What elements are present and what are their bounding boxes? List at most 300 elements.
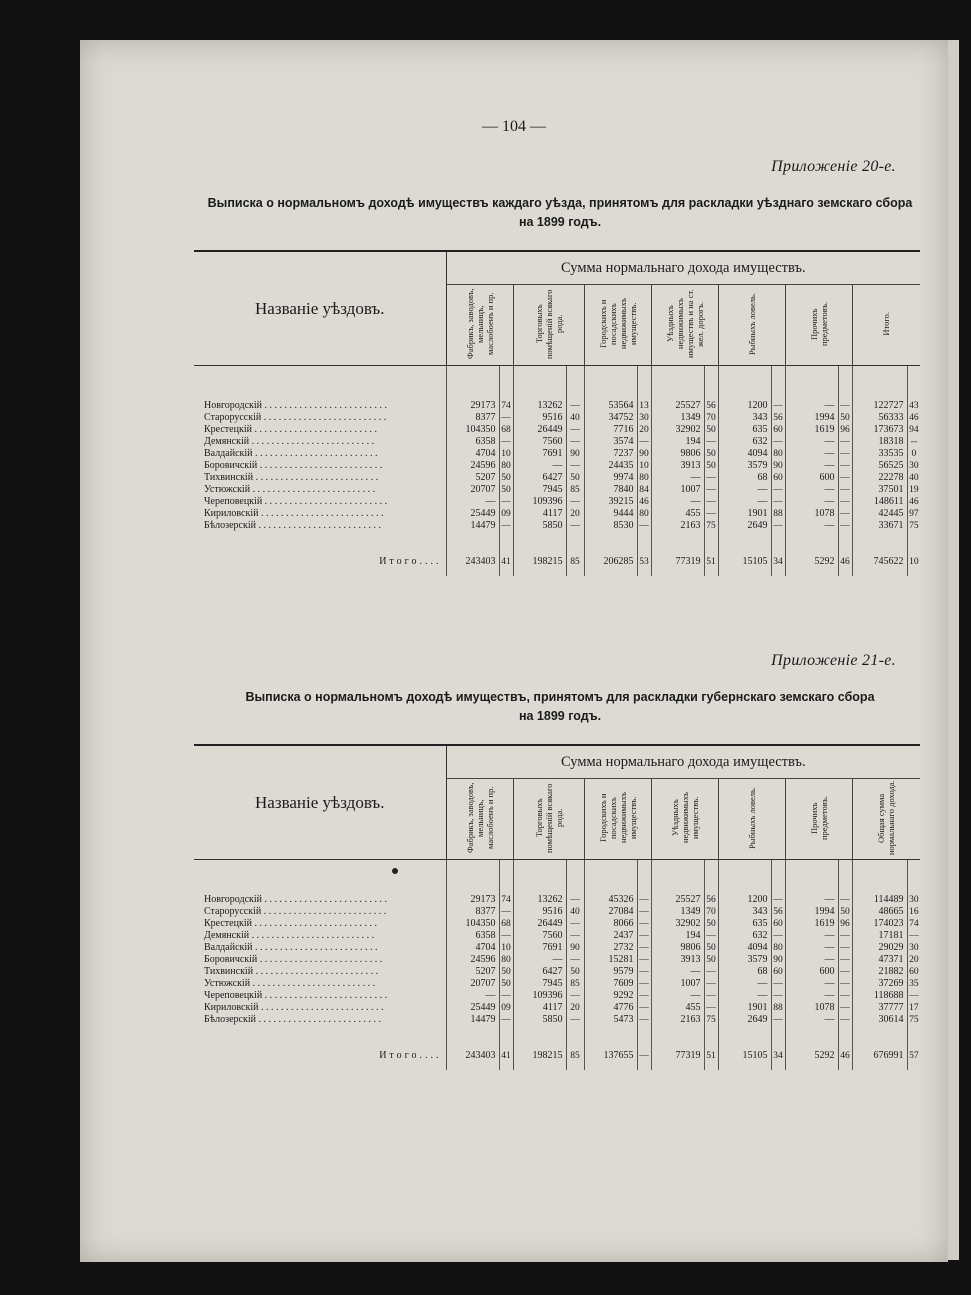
value-rubles: 7945 [542, 978, 563, 989]
value-rubles: 2163 [680, 520, 701, 531]
table-row [194, 978, 920, 990]
value-kopecks: 97 [907, 508, 920, 520]
value-rubles: — [824, 978, 835, 989]
value-rubles: 4117 [542, 508, 563, 519]
value-rubles: 47371 [878, 954, 904, 965]
value-kopecks: 50 [704, 942, 718, 954]
value-kopecks: — [637, 860, 651, 907]
total-kopecks: 34 [771, 1048, 785, 1070]
district-name: Старорусскій . . . [194, 412, 446, 424]
spacer-cell [785, 532, 838, 554]
value-kopecks: 70 [704, 906, 718, 918]
table-row [194, 484, 920, 496]
spacer-cell [446, 1026, 499, 1048]
value-rubles: 343 [752, 906, 768, 917]
value-rubles: 343 [752, 412, 768, 423]
total-kopecks: 10 [907, 554, 920, 576]
value-kopecks: — [838, 508, 852, 520]
table-row [194, 1002, 920, 1014]
table-row [194, 424, 920, 436]
value-kopecks: — [838, 448, 852, 460]
value-rubles: — [690, 990, 701, 1001]
table-row [194, 918, 920, 930]
value-kopecks: — [838, 954, 852, 966]
total-rubles: 137655 [603, 1050, 634, 1061]
total-label: Итого.... [194, 1048, 446, 1070]
value-kopecks: — [771, 990, 785, 1002]
value-rubles: 1007 [680, 484, 701, 495]
value-rubles: 7691 [542, 942, 563, 953]
value-rubles: 194 [685, 930, 701, 941]
value-kopecks: 17 [907, 1002, 920, 1014]
value-rubles: 17181 [878, 930, 904, 941]
value-rubles: 9516 [542, 412, 563, 423]
value-kopecks: 09 [499, 1002, 513, 1014]
value-kopecks: 20 [566, 1002, 584, 1014]
value-rubles: 29173 [470, 894, 496, 905]
value-rubles: 13262 [537, 894, 563, 905]
column-header-label: Общая сумма нормальнаго дохода. [876, 780, 897, 855]
value-rubles: 53564 [608, 400, 634, 411]
value-kopecks: — [771, 366, 785, 413]
value-kopecks: 16 [907, 906, 920, 918]
value-kopecks: — [499, 496, 513, 508]
value-rubles: — [824, 894, 835, 905]
district-name: Валдайскій . . . [194, 448, 446, 460]
value-rubles: 2732 [613, 942, 634, 953]
value-kopecks: 80 [499, 954, 513, 966]
district-name: Череповецкій . . . [194, 496, 446, 508]
value-kopecks: 30 [907, 860, 920, 907]
value-kopecks: 75 [907, 520, 920, 532]
value-kopecks: — [637, 942, 651, 954]
value-rubles: 21882 [878, 966, 904, 977]
value-rubles: 635 [752, 424, 768, 435]
spacer-cell [785, 1026, 838, 1048]
value-kopecks: — [838, 520, 852, 532]
value-rubles: — [824, 400, 835, 411]
value-rubles: 148611 [873, 496, 904, 507]
value-kopecks: — [704, 436, 718, 448]
value-rubles: 9806 [680, 942, 701, 953]
value-rubles: — [824, 436, 835, 447]
value-rubles: — [552, 954, 563, 965]
value-kopecks: — [566, 436, 584, 448]
column-header [785, 285, 852, 366]
value-kopecks: 50 [838, 906, 852, 918]
appendix-21-title-line2: на 1899 годъ. [518, 709, 602, 723]
spacer-cell [704, 1026, 718, 1048]
appendix-20-table [194, 250, 920, 576]
district-name: Бѣлозерскій . . . [194, 1014, 446, 1026]
column-header [513, 285, 584, 366]
value-kopecks: 90 [771, 954, 785, 966]
value-kopecks: 50 [499, 472, 513, 484]
value-kopecks: 30 [637, 412, 651, 424]
value-rubles: — [690, 496, 701, 507]
value-kopecks: — [566, 918, 584, 930]
value-kopecks: — [499, 1014, 513, 1026]
column-header-label: Прочихъ предметовъ. [808, 301, 829, 346]
value-rubles: 7609 [613, 978, 634, 989]
value-rubles: — [757, 990, 768, 1001]
value-kopecks: 60 [907, 966, 920, 978]
value-rubles: 1200 [747, 400, 768, 411]
value-kopecks: 46 [637, 496, 651, 508]
value-kopecks: — [838, 978, 852, 990]
value-kopecks: — [771, 496, 785, 508]
column-header-label: Торговыхъ помѣщеній всякаго рода. [533, 782, 564, 853]
total-row [194, 554, 920, 576]
table-row [194, 472, 920, 484]
value-kopecks: — [771, 484, 785, 496]
value-rubles: 3579 [747, 954, 768, 965]
spacer-cell [838, 1026, 852, 1048]
value-rubles: 37269 [878, 978, 904, 989]
value-kopecks: 50 [704, 448, 718, 460]
spacer-cell [852, 1026, 907, 1048]
value-rubles: 5473 [613, 1014, 634, 1025]
value-kopecks: — [637, 1002, 651, 1014]
value-kopecks: 20 [907, 954, 920, 966]
ink-dot [392, 868, 398, 874]
column-header-label: Фабрикъ, заводовъ, мельницъ, маслобоенъ и пр. [464, 782, 495, 853]
value-rubles: 7560 [542, 436, 563, 447]
column-header [718, 285, 785, 366]
value-rubles: — [485, 990, 496, 1001]
value-kopecks: 75 [704, 520, 718, 532]
document-page [80, 40, 948, 1262]
value-rubles: 7237 [613, 448, 634, 459]
value-rubles: 26449 [537, 424, 563, 435]
table-row [194, 412, 920, 424]
value-rubles: 9579 [613, 966, 634, 977]
value-kopecks: — [771, 436, 785, 448]
value-rubles: 6358 [475, 436, 496, 447]
spacer-cell [194, 1026, 446, 1048]
value-kopecks: — [566, 990, 584, 1002]
value-rubles: 122727 [873, 400, 904, 411]
total-label: Итого.... [194, 554, 446, 576]
value-kopecks: — [838, 1002, 852, 1014]
value-rubles: — [824, 496, 835, 507]
value-rubles: 9292 [613, 990, 634, 1001]
value-kopecks: — [907, 930, 920, 942]
value-kopecks: — [704, 978, 718, 990]
value-kopecks: 74 [499, 860, 513, 907]
value-rubles: 42445 [878, 508, 904, 519]
value-kopecks: 60 [771, 966, 785, 978]
value-rubles: 8530 [613, 520, 634, 531]
value-kopecks: — [566, 460, 584, 472]
column-header [446, 285, 513, 366]
value-rubles: 173673 [873, 424, 904, 435]
total-kopecks: 34 [771, 554, 785, 576]
spacer-cell [718, 1026, 771, 1048]
appendix-21-title [180, 688, 940, 726]
value-rubles: — [824, 460, 835, 471]
value-kopecks: 35 [907, 978, 920, 990]
value-rubles: 7840 [613, 484, 634, 495]
value-kopecks: — [637, 990, 651, 1002]
value-rubles: 34752 [608, 412, 634, 423]
value-rubles: 114489 [873, 894, 904, 905]
value-kopecks: 85 [566, 978, 584, 990]
value-rubles: 24435 [608, 460, 634, 471]
column-header-label: Фабрикъ, заводовъ, мельницъ, маслобоенъ и пр. [464, 288, 495, 359]
value-rubles: 56333 [878, 412, 904, 423]
value-kopecks: — [566, 496, 584, 508]
value-kopecks: 68 [499, 424, 513, 436]
value-rubles: 2437 [613, 930, 634, 941]
total-kopecks: 85 [566, 554, 584, 576]
name-column-header: Названіе уѣздовъ. [194, 745, 446, 860]
value-kopecks: — [771, 520, 785, 532]
value-rubles: 109396 [532, 496, 563, 507]
table-row [194, 460, 920, 472]
table-row [194, 366, 920, 413]
value-kopecks: 09 [499, 508, 513, 520]
value-rubles: 600 [819, 472, 835, 483]
value-kopecks: 75 [907, 1014, 920, 1026]
value-kopecks: 96 [838, 918, 852, 930]
value-rubles: 4704 [475, 942, 496, 953]
value-rubles: 68 [757, 966, 768, 977]
district-name: Крестецкій . . . [194, 424, 446, 436]
value-rubles: 3913 [680, 460, 701, 471]
table-row [194, 860, 920, 907]
value-kopecks: 90 [637, 448, 651, 460]
value-rubles: 45326 [608, 894, 634, 905]
value-rubles: 1994 [814, 906, 835, 917]
value-rubles: 3913 [680, 954, 701, 965]
value-rubles: — [824, 942, 835, 953]
value-kopecks: — [637, 1014, 651, 1026]
value-kopecks: 70 [704, 412, 718, 424]
value-rubles: 7691 [542, 448, 563, 459]
value-rubles: 1619 [814, 918, 835, 929]
header-row [194, 745, 920, 779]
district-name: Крестецкій . . . [194, 918, 446, 930]
value-kopecks: 50 [499, 966, 513, 978]
value-rubles: — [824, 448, 835, 459]
table-row [194, 496, 920, 508]
value-kopecks: — [704, 472, 718, 484]
appendix-20-title-line1: Выписка о нормальномъ доходѣ имуществъ каждаго уѣзда, принятомъ для раскладки уѣзднаго земскаго сбора [207, 196, 913, 210]
value-kopecks: 84 [637, 484, 651, 496]
value-rubles: 22278 [878, 472, 904, 483]
value-rubles: 48665 [878, 906, 904, 917]
value-kopecks: 80 [637, 508, 651, 520]
total-kopecks: 85 [566, 1048, 584, 1070]
spacer-cell [194, 532, 446, 554]
table-row [194, 448, 920, 460]
value-kopecks: 90 [771, 460, 785, 472]
sum-column-header: Сумма нормальнаго дохода имуществъ. [446, 251, 920, 285]
value-kopecks: — [566, 860, 584, 907]
spacer-cell [446, 532, 499, 554]
value-rubles: 5850 [542, 520, 563, 531]
value-kopecks: — [637, 978, 651, 990]
value-kopecks: 46 [907, 496, 920, 508]
total-row [194, 1048, 920, 1070]
value-kopecks: — [704, 1002, 718, 1014]
total-rubles: 198215 [532, 556, 563, 567]
column-header-label: Торговыхъ помѣщеній всякаго рода. [533, 288, 564, 359]
value-kopecks: 94 [907, 424, 920, 436]
spacer-cell [513, 1026, 566, 1048]
spacer-cell [499, 1026, 513, 1048]
value-kopecks: 60 [771, 918, 785, 930]
value-kopecks: — [704, 484, 718, 496]
value-rubles: 20707 [470, 484, 496, 495]
total-kopecks: 51 [704, 1048, 718, 1070]
value-kopecks: 40 [907, 472, 920, 484]
value-kopecks: 50 [704, 918, 718, 930]
value-kopecks: — [838, 990, 852, 1002]
value-kopecks: 13 [637, 366, 651, 413]
value-rubles: 20707 [470, 978, 496, 989]
district-name: Валдайскій . . . [194, 942, 446, 954]
header-row [194, 251, 920, 285]
value-rubles: 14479 [470, 1014, 496, 1025]
value-kopecks: 80 [771, 942, 785, 954]
value-rubles: 1901 [747, 508, 768, 519]
value-kopecks: 60 [771, 424, 785, 436]
total-kopecks: — [637, 1048, 651, 1070]
value-rubles: 1007 [680, 978, 701, 989]
value-kopecks: — [771, 978, 785, 990]
value-rubles: 104350 [465, 424, 496, 435]
value-kopecks: — [838, 1014, 852, 1026]
value-rubles: 632 [752, 930, 768, 941]
value-kopecks: 19 [907, 484, 920, 496]
value-rubles: 25527 [675, 400, 701, 411]
value-kopecks: — [499, 906, 513, 918]
value-rubles: — [552, 460, 563, 471]
value-rubles: 8066 [613, 918, 634, 929]
value-rubles: 118688 [873, 990, 904, 1001]
column-header [584, 779, 651, 860]
value-kopecks: 50 [704, 954, 718, 966]
value-rubles: 5207 [475, 472, 496, 483]
spacer-cell [584, 532, 637, 554]
value-rubles: — [757, 496, 768, 507]
value-kopecks: — [499, 412, 513, 424]
appendix-21-title-line1: Выписка о нормальномъ доходѣ имуществъ, принятомъ для раскладки губернскаго земскаго сбора [245, 690, 875, 704]
value-kopecks: 20 [637, 424, 651, 436]
value-kopecks: 50 [499, 484, 513, 496]
value-kopecks: 50 [704, 424, 718, 436]
table-row [194, 508, 920, 520]
value-kopecks: 40 [566, 412, 584, 424]
column-header-label: Уѣздныхъ недвижимыхъ имуществъ. [669, 792, 700, 843]
value-rubles: 455 [685, 1002, 701, 1013]
value-rubles: — [485, 496, 496, 507]
table-row [194, 954, 920, 966]
total-kopecks: 41 [499, 1048, 513, 1070]
value-rubles: 9444 [613, 508, 634, 519]
value-rubles: 8377 [475, 412, 496, 423]
value-kopecks: 74 [499, 366, 513, 413]
district-name: Боровичскій . . . [194, 954, 446, 966]
value-kopecks: 50 [704, 460, 718, 472]
value-kopecks: — [637, 966, 651, 978]
value-rubles: 6427 [542, 966, 563, 977]
value-kopecks: 50 [566, 472, 584, 484]
table-row [194, 906, 920, 918]
district-name: Бѣлозерскій . . . [194, 520, 446, 532]
value-rubles: 1200 [747, 894, 768, 905]
total-rubles: 745622 [873, 556, 904, 567]
value-kopecks: — [637, 954, 651, 966]
district-name: Тихвинскій . . . [194, 472, 446, 484]
value-kopecks: 74 [907, 918, 920, 930]
table-row [194, 930, 920, 942]
spacer-cell [852, 532, 907, 554]
value-rubles: 455 [685, 508, 701, 519]
spacer-cell [771, 1026, 785, 1048]
value-kopecks: 75 [704, 1014, 718, 1026]
value-rubles: 1619 [814, 424, 835, 435]
name-column-header: Названіе уѣздовъ. [194, 251, 446, 366]
value-kopecks: — [838, 966, 852, 978]
total-kopecks: 57 [907, 1048, 920, 1070]
value-rubles: 2649 [747, 1014, 768, 1025]
value-rubles: 2163 [680, 1014, 701, 1025]
table-row [194, 520, 920, 532]
value-kopecks: — [637, 520, 651, 532]
value-rubles: 6358 [475, 930, 496, 941]
value-kopecks: 30 [907, 942, 920, 954]
value-kopecks: 90 [566, 942, 584, 954]
value-rubles: — [757, 978, 768, 989]
column-header [852, 285, 920, 366]
value-rubles: 18318 [878, 436, 904, 447]
value-rubles: 33671 [878, 520, 904, 531]
total-rubles: 5292 [814, 1050, 835, 1061]
value-kopecks: — [838, 460, 852, 472]
total-rubles: 15105 [742, 1050, 768, 1061]
value-kopecks: — [771, 1014, 785, 1026]
district-name: Череповецкій . . . [194, 990, 446, 1002]
value-kopecks: — [838, 942, 852, 954]
column-header [446, 779, 513, 860]
value-rubles: 635 [752, 918, 768, 929]
column-header [651, 285, 718, 366]
value-kopecks: — [838, 484, 852, 496]
value-kopecks: — [838, 472, 852, 484]
total-kopecks: 46 [838, 554, 852, 576]
value-kopecks: — [499, 930, 513, 942]
value-kopecks: — [566, 366, 584, 413]
spacer-cell [637, 1026, 651, 1048]
value-kopecks: 80 [499, 460, 513, 472]
value-rubles: 1349 [680, 412, 701, 423]
value-rubles: 1994 [814, 412, 835, 423]
value-rubles: 32902 [675, 424, 701, 435]
value-rubles: 9974 [613, 472, 634, 483]
value-rubles: 56525 [878, 460, 904, 471]
value-rubles: 27084 [608, 906, 634, 917]
total-kopecks: 41 [499, 554, 513, 576]
total-rubles: 77319 [675, 1050, 701, 1061]
column-header [852, 779, 920, 860]
value-rubles: 104350 [465, 918, 496, 929]
value-kopecks: 56 [771, 906, 785, 918]
value-kopecks: 10 [637, 460, 651, 472]
column-header-label: Итого. [881, 311, 892, 336]
